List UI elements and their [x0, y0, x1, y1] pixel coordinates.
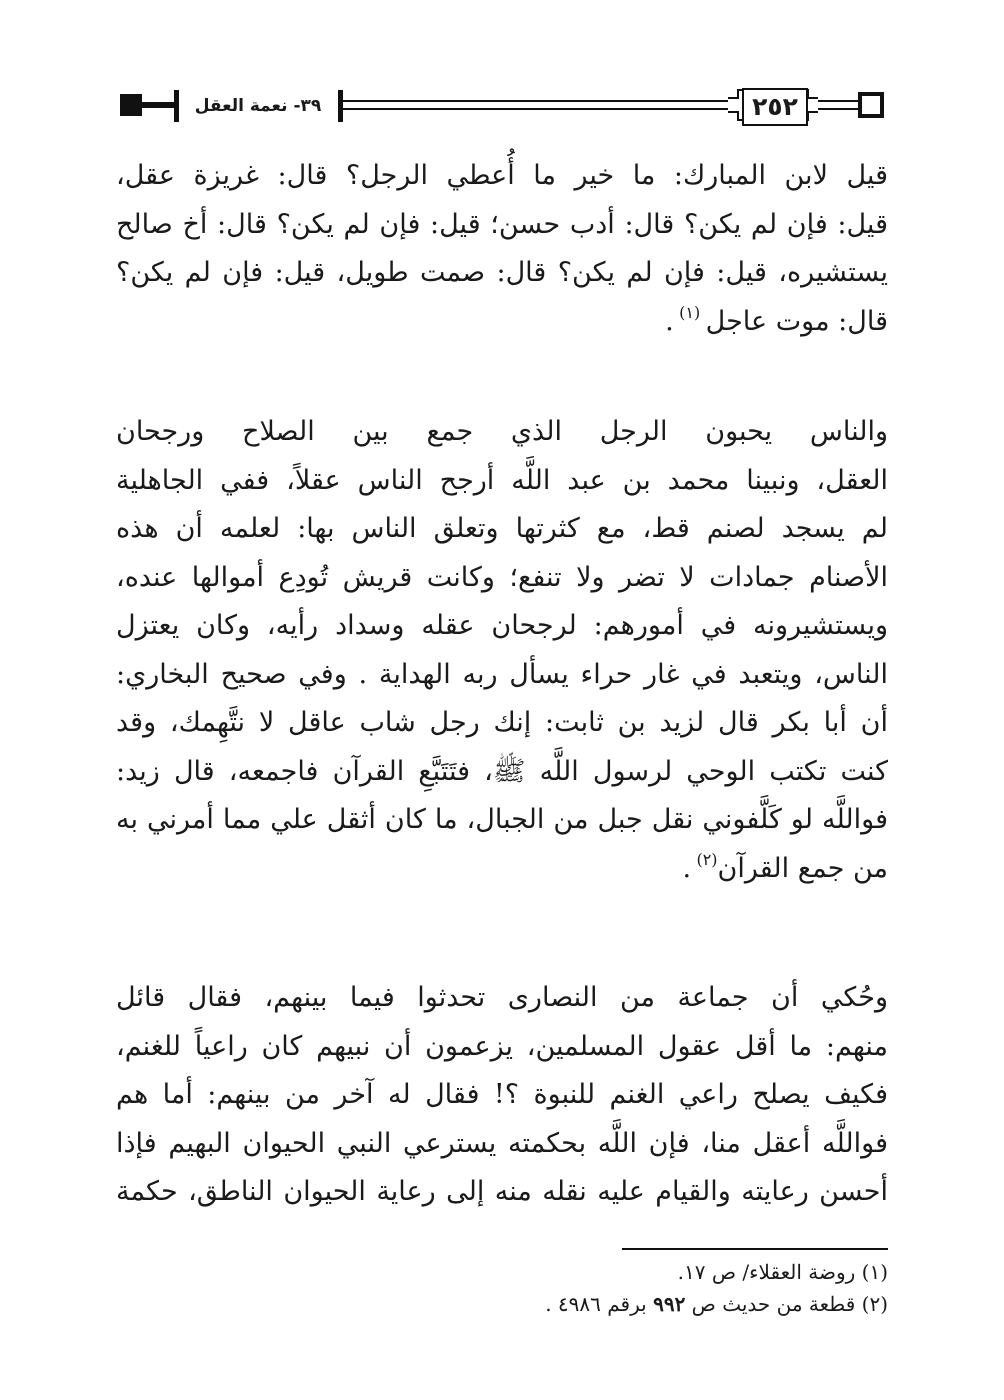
- footnote-bold-page: ٩٩٢: [653, 1292, 686, 1316]
- text-line: أحسن رعايته والقيام عليه نقله منه إلى رعاية الحيوان الناطق، حكمة: [116, 1176, 888, 1207]
- page-number-frame: [728, 86, 818, 124]
- text-line: ويستشيرونه في أمورهم: لرجحان عقله وسداد رأيه، وكان يعتزل: [116, 610, 888, 641]
- footnotes: [300, 1256, 888, 1320]
- sentence-end: .: [682, 852, 692, 884]
- footnote-separator: [622, 1248, 888, 1250]
- header-double-rule-top: [343, 100, 728, 102]
- header-solid-square-ornament: [120, 94, 142, 116]
- text-line: فواللَّه لو كَلَّفوني نقل جبل من الجبال، ما كان أثقل علي مما أمرني به: [116, 804, 888, 835]
- text-line: منهم: ما أقل عقول المسلمين، يزعمون أن نبيهم كان راعياً للغنم،: [116, 1030, 888, 1062]
- footnote-number: (١): [861, 1260, 888, 1284]
- header-rule-left: [142, 102, 174, 108]
- text-line: [116, 298, 888, 347]
- header-rule-right-top: [818, 100, 858, 102]
- text-line: فكيف يصلح راعي الغنم للنبوة ؟! فقال له آخر من بينهم: أما هم: [116, 1079, 888, 1110]
- paragraph: [116, 152, 888, 346]
- footnote-text: قطعة من حديث ص: [691, 1292, 856, 1316]
- footnote-reference[interactable]: (٢): [696, 849, 718, 869]
- paragraph: [116, 974, 888, 1217]
- header-double-rule-bottom: [343, 108, 728, 110]
- page-header: [116, 82, 888, 132]
- text-line: الناس، ويتعبد في غار حراء يسأل ربه الهداية . وفي صحيح البخاري:: [116, 658, 888, 690]
- page-number: ٢٥٢: [742, 88, 808, 126]
- text-line: قيل لابن المبارك: ما خير ما أُعطي الرجل؟ قال: غريزة عقل،: [116, 160, 888, 191]
- header-tick-left: [174, 90, 179, 122]
- text-line: أن أبا بكر قال لزيد بن ثابت: إنك رجل شاب عاقل لا نتَّهِمك، وقد: [116, 707, 888, 738]
- text-line: العقل، ونبينا محمد بن عبد اللَّه أرجح الناس عقلاً، ففي الجاهلية: [116, 464, 888, 496]
- footnote-number: (٢): [861, 1292, 888, 1316]
- header-rule-right-bottom: [818, 108, 858, 110]
- text-line: الأصنام جمادات لا تضر ولا تنفع؛ وكانت قريش تُودِع أموالها عنده،: [116, 561, 888, 593]
- footnote-1: [300, 1256, 888, 1288]
- text-line: يستشيره، قيل: فإن لم يكن؟ قال: صمت طويل، قيل: فإن لم يكن؟: [116, 257, 888, 288]
- text-line: والناس يحبون الرجل الذي جمع بين الصلاح ورجحان: [116, 416, 888, 447]
- text-run: من جمع القرآن: [717, 852, 888, 884]
- text-line: وحُكي أن جماعة من النصارى تحدثوا فيما بينهم، فقال قائل: [116, 982, 888, 1013]
- text-line: [116, 845, 888, 894]
- text-run: قال: موت عاجل: [705, 305, 888, 337]
- text-line: كنت تكتب الوحي لرسول اللَّه ﷺ، فتَتَبَّعِ القرآن فاجمعه، قال زيد:: [116, 755, 888, 787]
- footnote-text: روضة العقلاء/ ص ١٧.: [677, 1260, 856, 1284]
- footnote-reference[interactable]: (١): [679, 302, 701, 322]
- footnote-text: برقم ٤٩٨٦ .: [545, 1292, 647, 1316]
- chapter-title: ٣٩- نعمة العقل: [194, 96, 322, 116]
- header-tick-mid: [338, 90, 343, 122]
- text-line: قيل: فإن لم يكن؟ قال: أدب حسن؛ قيل: فإن لم يكن؟ قال: أخ صالح: [116, 208, 888, 240]
- text-line: لم يسجد لصنم قط، مع كثرتها وتعلق الناس بها: لعلمه أن هذه: [116, 513, 888, 544]
- text-line: فواللَّه أعقل منا، فإن اللَّه بحكمته يسترعي النبي الحيوان البهيم فإذا: [116, 1127, 888, 1159]
- paragraph: [116, 408, 888, 893]
- header-hollow-square-ornament: [858, 92, 884, 118]
- sentence-end: .: [665, 305, 674, 337]
- footnote-2: [300, 1288, 888, 1320]
